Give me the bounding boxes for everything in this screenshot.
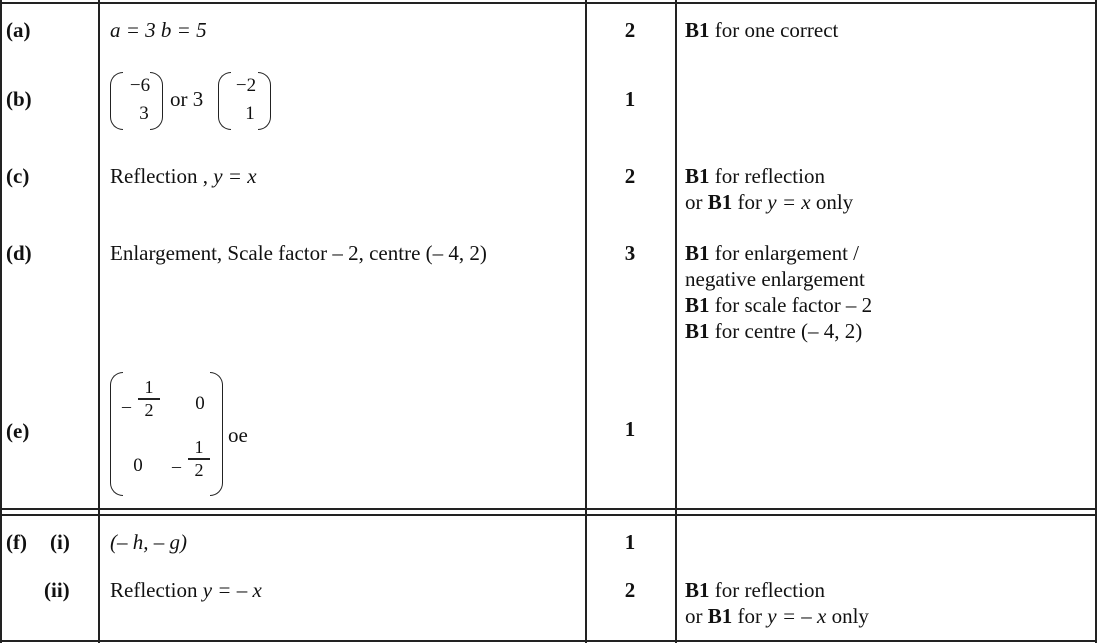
matrix-e-right-bracket bbox=[210, 372, 223, 496]
matrix-e-m11-num: 1 bbox=[144, 377, 154, 397]
guidance-a-code: B1 bbox=[685, 18, 710, 42]
vector-1-right-bracket bbox=[150, 72, 163, 130]
mark-d: 3 bbox=[624, 241, 636, 265]
table-bottom-border bbox=[0, 640, 1097, 642]
guidance-c-line-1 bbox=[685, 163, 853, 189]
column-divider-answer bbox=[585, 0, 587, 643]
answer-f-i: (– h, – g) bbox=[110, 530, 187, 554]
vector-2-right-bracket bbox=[258, 72, 271, 130]
table-left-border bbox=[0, 0, 2, 643]
guidance-f-ii-post-2: only bbox=[826, 604, 869, 628]
guidance-c-post-2: only bbox=[810, 190, 854, 214]
guidance-a-text: for one correct bbox=[709, 18, 839, 42]
section-divider-top bbox=[0, 508, 1097, 510]
guidance-f-ii-code-1: B1 bbox=[685, 578, 710, 602]
guidance-d-code-3: B1 bbox=[685, 293, 710, 317]
vector-1-top: −6 bbox=[129, 75, 151, 96]
vector-1 bbox=[110, 72, 166, 130]
table-top-border bbox=[0, 2, 1097, 4]
guidance-c-mid-2: for bbox=[732, 190, 768, 214]
answer-c-prefix: Reflection , bbox=[110, 164, 214, 188]
guidance-d-text-4: for centre (– 4, 2) bbox=[709, 319, 863, 343]
sub-label-f-i: (i) bbox=[50, 530, 70, 554]
guidance-d-code-4: B1 bbox=[685, 319, 710, 343]
answer-a: a = 3 b = 5 bbox=[110, 18, 207, 42]
matrix-e-m12: 0 bbox=[195, 393, 205, 414]
part-label-b: (b) bbox=[6, 87, 32, 111]
answer-c bbox=[110, 163, 257, 189]
table-right-border bbox=[1095, 0, 1097, 643]
answer-f-ii bbox=[110, 577, 262, 603]
sub-label-f-ii: (ii) bbox=[44, 578, 70, 602]
mark-e: 1 bbox=[624, 417, 636, 441]
guidance-d bbox=[685, 240, 872, 344]
column-divider-mark bbox=[675, 0, 677, 643]
part-label-f: (f) bbox=[6, 530, 27, 554]
guidance-d-text-3: for scale factor – 2 bbox=[709, 293, 873, 317]
vector-2-top: −2 bbox=[235, 75, 257, 96]
answer-d: Enlargement, Scale factor – 2, centre (– 4, 2) bbox=[110, 241, 487, 265]
vector-1-bottom: 3 bbox=[139, 103, 149, 124]
mark-f-ii: 2 bbox=[624, 578, 636, 602]
matrix-e-m11 bbox=[122, 378, 168, 420]
guidance-c-text-1: for reflection bbox=[709, 164, 825, 188]
matrix-e-m11-frac bbox=[138, 378, 160, 420]
guidance-f-ii bbox=[685, 577, 869, 629]
guidance-d-line-3 bbox=[685, 292, 872, 318]
guidance-f-ii-eq-2: y = – x bbox=[767, 604, 827, 628]
answer-f-ii-prefix: Reflection bbox=[110, 578, 203, 602]
part-label-d: (d) bbox=[6, 241, 32, 265]
guidance-d-line-4 bbox=[685, 318, 872, 344]
answer-c-equation: y = x bbox=[213, 164, 257, 188]
oe-text-e: oe bbox=[228, 423, 248, 447]
guidance-d-line-2: negative enlargement bbox=[685, 267, 865, 291]
guidance-c-code-1: B1 bbox=[685, 164, 710, 188]
vector-2 bbox=[218, 72, 274, 130]
guidance-d-code-1: B1 bbox=[685, 241, 710, 265]
vector-2-bottom: 1 bbox=[245, 103, 255, 124]
or-text-b: or 3 bbox=[170, 87, 204, 111]
column-divider-part bbox=[98, 0, 100, 643]
guidance-f-ii-text-1: for reflection bbox=[709, 578, 825, 602]
matrix-e-m22-frac bbox=[188, 438, 210, 480]
guidance-c-line-2 bbox=[685, 189, 853, 215]
guidance-f-ii-line-1 bbox=[685, 577, 869, 603]
guidance-d-line-1 bbox=[685, 240, 872, 266]
matrix-e-m11-sign: – bbox=[122, 396, 131, 416]
section-divider-bottom bbox=[0, 514, 1097, 516]
mark-a: 2 bbox=[624, 18, 636, 42]
part-label-e: (e) bbox=[6, 419, 30, 443]
matrix-e-m21: 0 bbox=[133, 455, 143, 476]
matrix-e-m11-den: 2 bbox=[144, 399, 154, 420]
matrix-e-m22-num: 1 bbox=[194, 437, 204, 457]
guidance-f-ii-line-2 bbox=[685, 603, 869, 629]
guidance-c-eq-2: y = x bbox=[767, 190, 811, 214]
guidance-d-text-1: for enlargement / bbox=[709, 241, 859, 265]
matrix-e-m22-den: 2 bbox=[194, 459, 204, 480]
guidance-c-code-2: B1 bbox=[707, 190, 733, 214]
guidance-a bbox=[685, 17, 838, 43]
matrix-e bbox=[110, 372, 230, 497]
mark-b: 1 bbox=[624, 87, 636, 111]
guidance-f-ii-pre-2: or bbox=[685, 604, 708, 628]
guidance-c bbox=[685, 163, 853, 215]
guidance-c-pre-2: or bbox=[685, 190, 708, 214]
guidance-f-ii-code-2: B1 bbox=[707, 604, 733, 628]
matrix-e-m22-sign: – bbox=[172, 456, 181, 476]
mark-c: 2 bbox=[624, 164, 636, 188]
guidance-f-ii-mid-2: for bbox=[732, 604, 768, 628]
answer-f-ii-equation: y = – x bbox=[202, 578, 262, 602]
part-label-c: (c) bbox=[6, 164, 30, 188]
mark-f-i: 1 bbox=[624, 530, 636, 554]
part-label-a: (a) bbox=[6, 18, 31, 42]
